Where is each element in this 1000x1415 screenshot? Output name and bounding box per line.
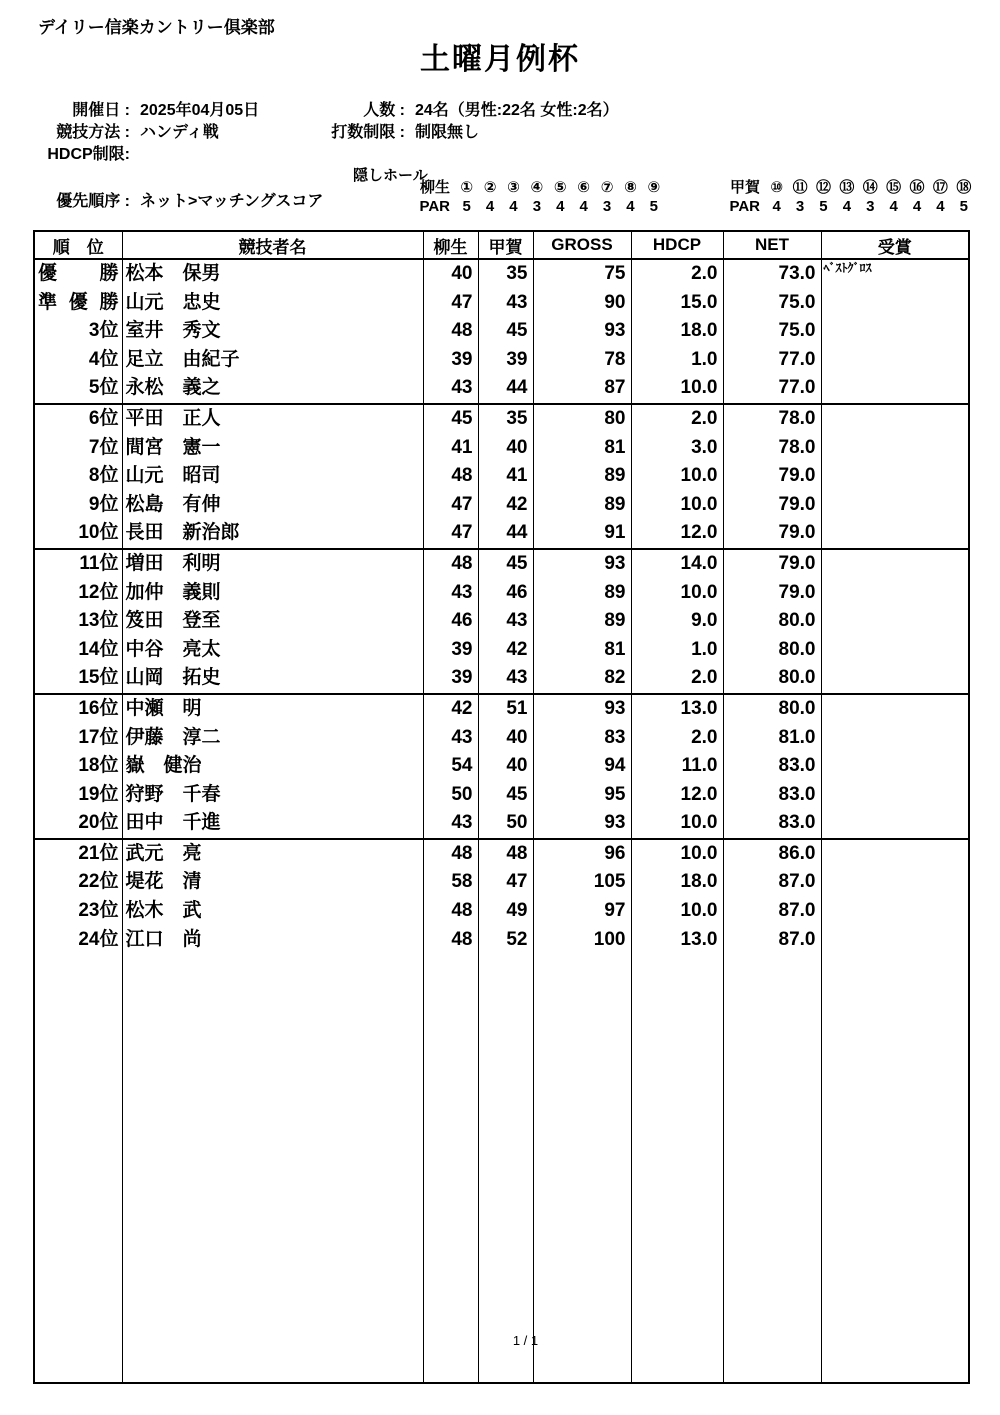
hole-number: ⑯ [909,179,925,196]
cell-rank: 5位 [34,374,122,404]
cell-hdcp: 10.0 [631,462,723,491]
cell-rank: 21位 [78,842,119,864]
cell-net: 79.0 [723,519,821,549]
cell-competitor-name: 松島 有伸 [122,491,423,520]
cell-competitor-name: 室井 秀文 [122,317,423,346]
cell-gross: 96 [533,839,631,869]
hidden-holes-title: 隠しホール [353,167,428,184]
table-header-row [34,231,969,259]
cell-yagyu-score: 48 [423,897,478,926]
cell-net: 87.0 [723,897,821,926]
cell-hdcp: 10.0 [631,809,723,839]
par-value: 4 [912,198,922,215]
player-count [260,97,619,120]
cell-award [821,607,969,636]
hole-number: ⑬ [839,179,855,196]
cell-koka-score: 44 [478,374,533,404]
cell-yagyu-score: 43 [423,579,478,608]
header-gross: GROSS [533,231,631,259]
cell-competitor-name: 永松 義之 [122,374,423,404]
cell-hdcp: 13.0 [631,694,723,724]
table-row [34,839,969,869]
cell-award [821,781,969,810]
cell-award [821,636,969,665]
par-value: 3 [532,198,542,215]
cell-award [821,519,969,549]
cell-yagyu-score: 58 [423,868,478,897]
par-value: 3 [795,198,805,215]
hole-number: ⑨ [647,179,661,196]
cell-koka-score: 40 [478,434,533,463]
cell-competitor-name: 中瀬 明 [122,694,423,724]
cell-rank: 7位 [88,436,119,458]
cell-hdcp: 18.0 [631,317,723,346]
cell-award [821,664,969,694]
cell-rank: 準優勝 [38,291,119,313]
hole-number: ⑦ [600,179,614,196]
cell-yagyu-score: 40 [423,259,478,289]
cell-competitor-name: 間宮 憲一 [122,434,423,463]
table-row [34,317,969,346]
cell-rank: 16位 [78,697,119,719]
hole-number: ⑥ [577,179,590,196]
cell-award [821,839,969,869]
empty-cell [478,954,533,1383]
table-row [34,289,969,318]
cell-net: 77.0 [723,346,821,375]
cell-gross: 93 [533,809,631,839]
cell-competitor-name: 笈田 登至 [122,607,423,636]
empty-cell [122,954,423,1383]
cell-koka-score: 48 [478,839,533,869]
competition-method-value: ハンディ戦 [140,124,219,141]
table-row [34,434,969,463]
cell-hdcp: 10.0 [631,839,723,869]
cell-net: 81.0 [723,724,821,753]
cell-gross: 89 [533,491,631,520]
cell-net: 86.0 [723,839,821,869]
cell-koka-score: 40 [478,752,533,781]
table-row [34,491,969,520]
cell-gross: 89 [533,579,631,608]
cell-award [821,897,969,926]
hole-number: ⑧ [624,179,637,196]
cell-gross: 87 [533,374,631,404]
cell-rank: 14位 [78,638,119,660]
stroke-limit [260,119,479,142]
cell-gross: 97 [533,897,631,926]
par-value: 4 [772,198,781,215]
par-value: 4 [842,198,852,215]
cell-hdcp: 10.0 [631,897,723,926]
cell-yagyu-score: 47 [423,519,478,549]
cell-net: 73.0 [723,259,821,289]
table-row [34,897,969,926]
cell-yagyu-score: 43 [423,374,478,404]
cell-competitor-name: 嶽 健治 [122,752,423,781]
priority-order [40,188,323,211]
cell-rank: 13位 [78,610,119,632]
cell-koka-score: 43 [478,289,533,318]
cell-competitor-name: 山岡 拓史 [122,664,423,694]
cell-net: 79.0 [723,549,821,579]
cell-rank: 12位 [78,581,119,603]
cell-award [821,317,969,346]
cell-yagyu-score: 48 [423,926,478,955]
table-row [34,607,969,636]
cell-yagyu-score: 39 [423,346,478,375]
cell-competitor-name: 足立 由紀子 [122,346,423,375]
empty-cell [34,954,122,1383]
cell-gross: 93 [533,549,631,579]
cell-rank: 10位 [34,519,122,549]
hole-number: ⑭ [862,179,878,196]
cell-net: 79.0 [723,491,821,520]
cell-gross: 78 [533,346,631,375]
cell-koka-score: 35 [478,404,533,434]
stroke-limit-label: 打数制限 : [331,124,405,141]
cell-net: 83.0 [723,752,821,781]
competition-method-label: 競技方法 : [56,124,130,141]
cell-koka-score: 50 [478,809,533,839]
cell-net: 78.0 [723,404,821,434]
hole-number: ⑤ [553,179,567,196]
cell-gross: 105 [533,868,631,897]
cell-rank: 3位 [88,320,119,342]
par-value: 4 [626,198,635,215]
empty-cell [533,954,631,1383]
cell-yagyu-score: 42 [423,694,478,724]
cell-hdcp: 2.0 [631,724,723,753]
cell-rank: 9位 [88,493,119,515]
header-koka: 甲賀 [478,231,533,259]
header-yagyu: 柳生 [423,231,478,259]
event-date-label: 開催日 : [72,102,130,119]
cell-hdcp: 13.0 [631,926,723,955]
par-value: 4 [485,198,495,215]
course-name: 柳生 [419,179,450,196]
cell-net: 75.0 [723,289,821,318]
cell-gross: 75 [533,259,631,289]
cell-koka-score: 52 [478,926,533,955]
cell-hdcp: 12.0 [631,781,723,810]
cell-net: 79.0 [723,579,821,608]
cell-koka-score: 45 [478,549,533,579]
hdcp-limit [40,141,130,164]
cell-award: ﾍﾞｽﾄｸﾞﾛｽ [821,259,969,289]
hole-number: ⑱ [956,179,972,196]
hole-number: ⑪ [792,179,808,196]
event-date-value: 2025年04月05日 [140,102,260,119]
cell-koka-score: 49 [478,897,533,926]
table-row [34,374,969,404]
hole-number: ⑰ [932,179,948,196]
cell-yagyu-score: 46 [423,607,478,636]
cell-yagyu-score: 39 [423,664,478,694]
cell-award [821,579,969,608]
cell-gross: 81 [533,434,631,463]
empty-cell [423,954,478,1383]
cell-yagyu-score: 39 [423,636,478,665]
cell-hdcp: 14.0 [631,549,723,579]
header-net: NET [723,231,821,259]
hole-number: ④ [530,179,544,196]
hdcp-limit-label: HDCP制限: [47,146,130,163]
header-rank: 順 位 [34,231,122,259]
cell-gross: 82 [533,664,631,694]
cell-koka-score: 45 [478,317,533,346]
empty-cell [723,954,821,1383]
hole-number: ① [460,179,474,196]
cell-hdcp: 11.0 [631,752,723,781]
cell-rank: 15位 [34,664,122,694]
hole-number: ⑫ [815,179,831,196]
hidden-holes-out-course [403,178,666,216]
cell-net: 77.0 [723,374,821,404]
table-row [34,694,969,724]
cell-koka-score: 39 [478,346,533,375]
cell-koka-score: 45 [478,781,533,810]
cell-rank: 17位 [78,726,119,748]
cell-net: 78.0 [723,434,821,463]
cell-koka-score: 42 [478,636,533,665]
page-indicator: 1 / 1 [512,1333,539,1348]
cell-award [821,809,969,839]
hole-number: ③ [507,179,520,196]
cell-net: 80.0 [723,694,821,724]
cell-competitor-name: 中谷 亮太 [122,636,423,665]
hole-number: ⑮ [886,179,902,196]
priority-order-label: 優先順序 : [56,193,130,210]
results-body [34,259,969,1383]
priority-order-value: ネット>マッチングスコア [140,193,324,210]
cell-rank: 24位 [78,928,119,950]
cell-net: 75.0 [723,317,821,346]
cell-rank: 4位 [88,348,119,370]
table-row [34,809,969,839]
cell-rank: 優 勝 [38,263,119,284]
cell-award [821,724,969,753]
cell-hdcp: 15.0 [631,289,723,318]
cell-award [821,926,969,955]
cell-competitor-name: 山元 忠史 [122,289,423,318]
table-row [34,549,969,579]
competition-method [40,119,219,142]
cell-koka-score: 47 [478,868,533,897]
cell-rank: 23位 [78,900,119,922]
empty-cell [631,954,723,1383]
cell-rank: 18位 [78,755,119,777]
cell-gross: 81 [533,636,631,665]
cell-yagyu-score: 41 [423,434,478,463]
cell-rank: 6位 [88,407,119,429]
cell-koka-score: 51 [478,694,533,724]
table-row [34,519,969,549]
par-value: 5 [819,198,828,215]
cell-yagyu-score: 47 [423,491,478,520]
par-value: 4 [889,198,898,215]
cell-hdcp: 18.0 [631,868,723,897]
cell-competitor-name: 増田 利明 [122,549,423,579]
header-competitor-name: 競技者名 [122,231,423,259]
cell-gross: 95 [533,781,631,810]
cell-gross: 89 [533,462,631,491]
table-row [34,926,969,955]
cell-yagyu-score: 48 [423,839,478,869]
cell-yagyu-score: 43 [423,724,478,753]
empty-cell [821,954,969,1383]
cell-net: 80.0 [723,607,821,636]
empty-filler-row [34,954,969,1383]
cell-net: 83.0 [723,809,821,839]
cell-award [821,346,969,375]
cell-yagyu-score: 54 [423,752,478,781]
cell-koka-score: 43 [478,664,533,694]
par-label: PAR [419,198,450,215]
table-row [34,752,969,781]
cell-gross: 89 [533,607,631,636]
par-value: 3 [602,198,612,215]
cell-competitor-name: 狩野 千春 [122,781,423,810]
cell-award [821,694,969,724]
cell-hdcp: 10.0 [631,491,723,520]
cell-hdcp: 1.0 [631,346,723,375]
par-value: 4 [556,198,565,215]
cell-competitor-name: 堤花 清 [122,868,423,897]
cell-hdcp: 9.0 [631,607,723,636]
course-name: 甲賀 [729,179,760,196]
par-value: 4 [936,198,945,215]
player-count-label: 人数 : [363,102,405,119]
table-row [34,781,969,810]
cell-gross: 83 [533,724,631,753]
cell-net: 87.0 [723,926,821,955]
cell-koka-score: 42 [478,491,533,520]
cell-net: 87.0 [723,868,821,897]
cell-net: 80.0 [723,664,821,694]
hole-number: ② [483,179,497,196]
cell-hdcp: 10.0 [631,579,723,608]
cell-award [821,462,969,491]
par-value: 5 [959,198,968,215]
cell-competitor-name: 長田 新治郎 [122,519,423,549]
table-row [34,462,969,491]
cell-competitor-name: 伊藤 淳二 [122,724,423,753]
table-row [34,868,969,897]
table-row [34,636,969,665]
cell-koka-score: 44 [478,519,533,549]
cell-competitor-name: 田中 千進 [122,809,423,839]
table-row [34,346,969,375]
hidden-holes-in-course [713,178,976,216]
cell-yagyu-score: 45 [423,404,478,434]
cell-koka-score: 41 [478,462,533,491]
page-title: 土曜月例杯 [420,43,580,76]
cell-competitor-name: 松木 武 [122,897,423,926]
par-value: 3 [866,198,875,215]
results-table [33,230,970,1384]
cell-koka-score: 40 [478,724,533,753]
cell-hdcp: 2.0 [631,259,723,289]
cell-gross: 93 [533,694,631,724]
club-name: デイリー信楽カントリー倶楽部 [38,18,275,37]
cell-gross: 91 [533,519,631,549]
cell-hdcp: 10.0 [631,374,723,404]
table-row [34,724,969,753]
hole-number: ⑩ [770,179,784,196]
par-label: PAR [729,198,760,215]
cell-hdcp: 2.0 [631,664,723,694]
cell-yagyu-score: 48 [423,549,478,579]
cell-gross: 80 [533,404,631,434]
cell-hdcp: 3.0 [631,434,723,463]
cell-koka-score: 35 [478,259,533,289]
player-count-value: 24名（男性:22名 女性:2名） [415,102,619,119]
cell-gross: 90 [533,289,631,318]
cell-net: 83.0 [723,781,821,810]
cell-competitor-name: 松本 保男 [122,259,423,289]
cell-competitor-name: 平田 正人 [122,404,423,434]
par-value: 4 [509,198,518,215]
par-value: 4 [579,198,588,215]
cell-gross: 100 [533,926,631,955]
stroke-limit-value: 制限無し [415,124,480,141]
cell-award [821,549,969,579]
cell-net: 79.0 [723,462,821,491]
cell-award [821,491,969,520]
header-award: 受賞 [821,231,969,259]
table-row [34,404,969,434]
par-value: 5 [649,198,658,215]
cell-gross: 94 [533,752,631,781]
cell-hdcp: 12.0 [631,519,723,549]
cell-yagyu-score: 48 [423,462,478,491]
cell-award [821,434,969,463]
cell-competitor-name: 加仲 義則 [122,579,423,608]
event-date [40,97,259,120]
cell-rank: 19位 [78,783,119,805]
cell-yagyu-score: 48 [423,317,478,346]
cell-award [821,868,969,897]
cell-rank: 8位 [88,465,119,487]
cell-competitor-name: 江口 尚 [122,926,423,955]
cell-yagyu-score: 43 [423,809,478,839]
cell-award [821,374,969,404]
cell-koka-score: 43 [478,607,533,636]
cell-award [821,752,969,781]
cell-rank: 11位 [79,552,119,574]
cell-hdcp: 2.0 [631,404,723,434]
table-row [34,579,969,608]
cell-yagyu-score: 47 [423,289,478,318]
table-row [34,664,969,694]
header-hdcp: HDCP [631,231,723,259]
cell-award [821,289,969,318]
cell-award [821,404,969,434]
cell-koka-score: 46 [478,579,533,608]
cell-gross: 93 [533,317,631,346]
table-row [34,259,969,289]
cell-rank: 22位 [78,871,119,893]
cell-yagyu-score: 50 [423,781,478,810]
par-value: 5 [462,198,471,215]
cell-rank: 20位 [34,809,122,839]
cell-competitor-name: 山元 昭司 [122,462,423,491]
cell-net: 80.0 [723,636,821,665]
cell-hdcp: 1.0 [631,636,723,665]
cell-competitor-name: 武元 亮 [122,839,423,869]
